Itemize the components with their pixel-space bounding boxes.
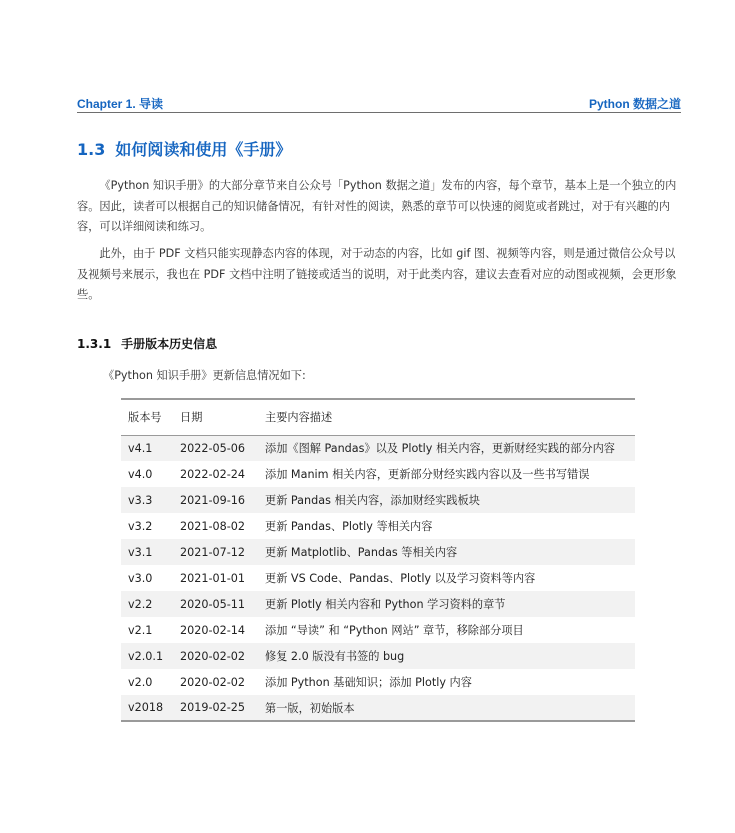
cell-date: 2019-02-25 <box>173 695 258 721</box>
cell-date: 2021-08-02 <box>180 519 246 533</box>
section-heading <box>77 137 681 160</box>
header-chapter-label: Chapter 1. 导读 <box>77 97 164 111</box>
cell-date: 2020-02-02 <box>180 649 246 663</box>
cell-date: 2022-02-24 <box>180 467 246 481</box>
subsection-number: 1.3.1 <box>77 337 112 351</box>
subsection-heading <box>77 335 681 352</box>
cell-version: v4.0 <box>128 467 153 481</box>
paragraph-intro: 《Python 知识手册》的大部分章节来自公众号「Python 数据之道」发布的内容，每个章节，基本上是一个独立的内容。因此，读者可以根据自己的知识储备情况，有针对性的阅读，熟悉的章节可以快速的阅览或者跳过，对于有兴趣的内容，可以详细阅读和练习。 <box>77 179 677 233</box>
cell-version: v2018 <box>121 695 173 721</box>
table-row <box>121 695 635 721</box>
subsection-title: 手册版本历史信息 <box>121 337 218 351</box>
running-header <box>77 94 681 112</box>
header-version: 版本号 <box>121 399 173 435</box>
table-row <box>121 591 635 617</box>
cell-date: 2022-05-06 <box>180 441 246 455</box>
cell-date: 2021-01-01 <box>180 571 246 585</box>
table-row <box>121 435 635 461</box>
table-row <box>121 669 635 695</box>
table-row <box>121 617 635 643</box>
header-book-title: Python 数据之道 <box>589 97 681 111</box>
table-header-row <box>121 399 635 435</box>
cell-date: 2020-02-02 <box>180 675 246 689</box>
cell-description: 添加 Python 基础知识；添加 Plotly 内容 <box>265 676 472 689</box>
cell-description: 添加 Manim 相关内容，更新部分财经实践内容以及一些书写错误 <box>265 468 590 481</box>
cell-version: v3.2 <box>128 519 153 533</box>
cell-date: 2021-09-16 <box>180 493 246 507</box>
header-divider <box>77 112 681 113</box>
table-row <box>121 565 635 591</box>
section-number: 1.3 <box>77 140 106 159</box>
cell-version: v3.1 <box>128 545 153 559</box>
cell-description: 更新 Plotly 相关内容和 Python 学习资料的章节 <box>265 598 506 611</box>
table-row <box>121 513 635 539</box>
cell-description: 添加《图解 Pandas》以及 Plotly 相关内容，更新财经实践的部分内容 <box>265 442 615 456</box>
cell-version: v2.2 <box>128 597 153 611</box>
header-description: 主要内容描述 <box>258 399 635 435</box>
cell-version: v3.0 <box>128 571 153 585</box>
section-title: 如何阅读和使用《手册》 <box>115 140 292 159</box>
cell-version: v4.1 <box>128 441 153 455</box>
table-row <box>121 461 635 487</box>
cell-version: v2.1 <box>128 623 153 637</box>
cell-date: 2020-05-11 <box>180 597 246 611</box>
cell-version: v3.3 <box>128 493 153 507</box>
table-row <box>121 643 635 669</box>
cell-description: 第一版，初始版本 <box>258 695 635 721</box>
cell-description: 添加 “导读” 和 “Python 网站” 章节，移除部分项目 <box>265 624 524 637</box>
cell-description: 更新 Pandas 相关内容，添加财经实践板块 <box>265 494 480 507</box>
cell-date: 2020-02-14 <box>180 623 246 637</box>
table-row <box>121 487 635 513</box>
cell-description: 更新 Pandas、Plotly 等相关内容 <box>265 520 433 533</box>
cell-date: 2021-07-12 <box>180 545 246 559</box>
table-intro-text: 《Python 知识手册》更新信息情况如下: <box>103 369 306 382</box>
paragraph-dynamic-content: 此外，由于 PDF 文档只能实现静态内容的体现，对于动态的内容，比如 gif 图、视频等内容，则是通过微信公众号以及视频号来展示，我也在 PDF 文档中注明了链接或适当的说明，对于此类内容，建议去查看对应的动图或视频，会更形象些。 <box>77 247 677 301</box>
cell-version: v2.0 <box>128 675 153 689</box>
cell-description: 更新 VS Code、Pandas、Plotly 以及学习资料等内容 <box>265 572 536 585</box>
cell-description: 修复 2.0 版没有书签的 bug <box>265 650 405 663</box>
table-row <box>121 539 635 565</box>
version-history-table <box>121 398 635 722</box>
header-date: 日期 <box>173 399 258 435</box>
cell-description: 更新 Matplotlib、Pandas 等相关内容 <box>265 546 458 559</box>
cell-version: v2.0.1 <box>128 649 164 663</box>
